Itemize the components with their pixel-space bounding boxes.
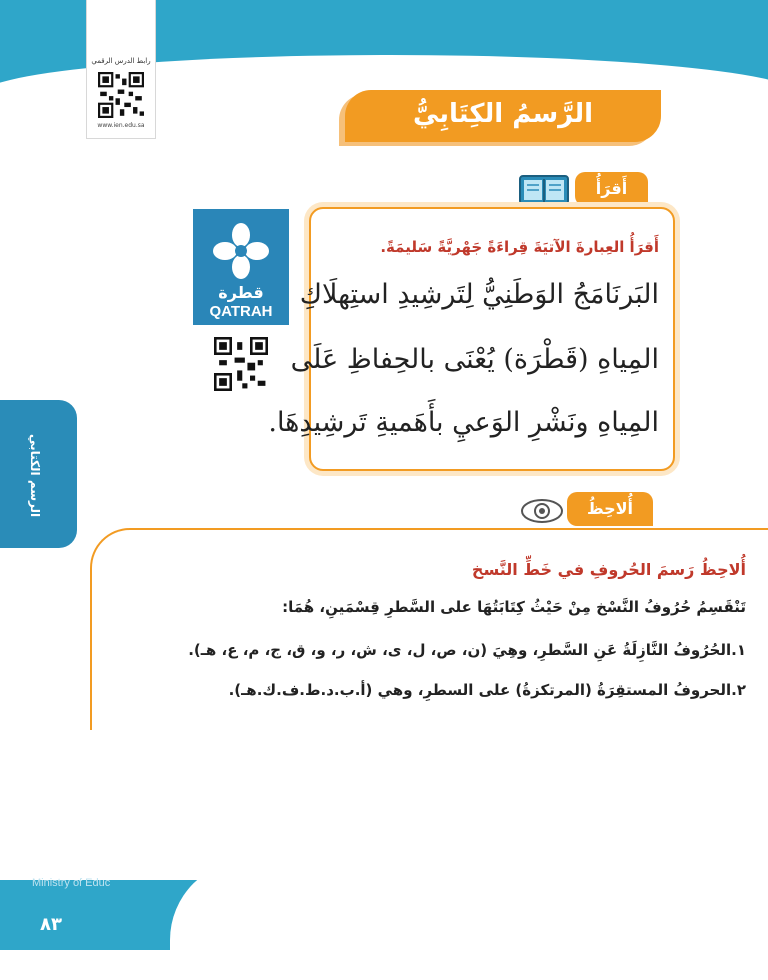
passage-line-3: المِياهِ ونَشْرِ الوَعيِ بأَهَميةِ تَرشِيدِهَا.: [268, 407, 659, 438]
notice-heading: أُلاحِظُ رَسمَ الحُروفِ في خَطِّ النَّسخ: [471, 560, 746, 579]
read-instruction: أَقرَأُ العِبارةَ الآتيَةَ قِراءَةً جَهْريَّةً سَليمَةً.: [380, 238, 659, 256]
side-chapter-tab[interactable]: [0, 400, 77, 548]
notice-box-border: [90, 528, 768, 730]
read-tag-label: أَقرَأُ: [595, 179, 628, 198]
notice-tag-label: أُلاحِظُ: [586, 499, 634, 518]
ministry-label: Ministry of Educ: [32, 877, 111, 889]
open-book-icon: [519, 175, 569, 205]
read-tag: [575, 172, 648, 206]
passage-line-1: البَرنَامَجُ الوَطَنِيُّ لِتَرشِيدِ استِهلَاكِ: [299, 279, 659, 310]
passage-line-2: المِياهِ (قَطْرَة) يُعْنَى بالحِفاظِ عَلَى: [290, 344, 659, 375]
bottom-band-curve: [170, 860, 768, 980]
page-number: ٨٣: [40, 914, 62, 935]
section-title: الرَّسمُ الكِتَابِيُّ: [412, 99, 594, 129]
qr-code-icon: [98, 72, 144, 118]
qr-url[interactable]: www.ien.edu.sa: [97, 122, 145, 129]
qr-caption: رابط الدرس الرقمي: [91, 57, 151, 65]
eye-icon: [520, 498, 564, 524]
read-passage-box: [268, 207, 675, 471]
qatrah-arabic: قطرة: [218, 283, 264, 302]
section-title-banner: [345, 90, 661, 142]
notice-item-1: ١.الحُرُوفُ النَّازِلَةُ عَنِ السَّطرِ، وهِيَ (ن، ص، ل، ى، ش، ر، و، ق، ج، م، ع، هـ).: [188, 641, 746, 659]
qatrah-logo: [193, 209, 289, 325]
notice-intro: تَنْقَسِمُ حُرُوفُ النَّسْخ مِنْ حَيْثُ كِتَابَتُهَا على السَّطرِ قِسْمَينِ، هُمَا:: [282, 598, 746, 616]
digital-lesson-qr-card[interactable]: [86, 0, 156, 139]
water-drops-icon: [211, 221, 271, 281]
qatrah-english: QATRAH: [209, 303, 273, 320]
qatrah-qr-code[interactable]: [214, 337, 268, 391]
notice-tag: [567, 492, 653, 526]
side-tab-label: الرسم الكتابي: [28, 434, 42, 518]
notice-item-2: ٢.الحروفُ المستقِرَةُ (المرتكزةُ) على السطرِ، وهي (أ.ب.د.ط.ف.ك.هـ).: [228, 681, 746, 699]
